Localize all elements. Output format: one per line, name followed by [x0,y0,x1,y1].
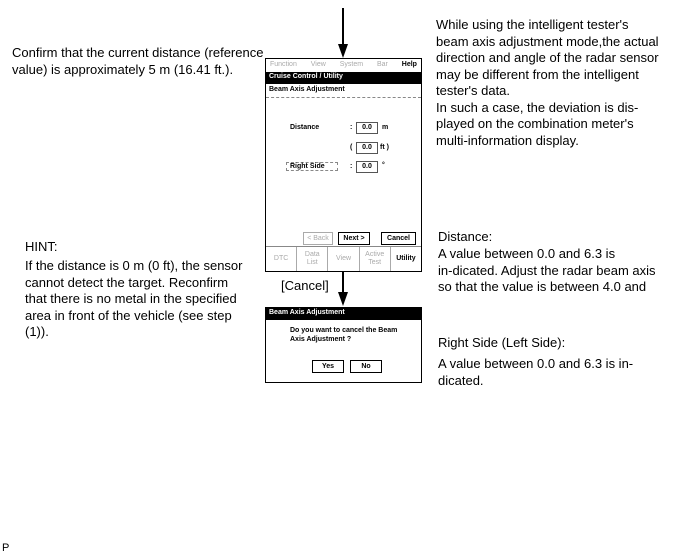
unit-degree: ° [382,162,385,169]
tab-bar [266,246,421,271]
dialog-title: Beam Axis Adjustment [266,308,421,320]
unit-ft: ft ) [380,144,389,151]
menu-view[interactable]: View [310,61,326,68]
dialog-message: Do you want to cancel the Beam Axis Adjustment ? [290,327,398,343]
hint-body: If the distance is 0 m (0 ft), the sensor cannot detect the target. Reconfirm that there is no metal in the specified area in front of the vehicle (see step (1)). [25,258,243,339]
tab-data-list[interactable]: Data List [297,247,328,271]
right-side-label: Right Side [286,162,338,171]
left-top-note: Confirm that the current distance (reference value) is approximately 5 m (16.41 ft.). [12,45,264,77]
hint-title: HINT: [25,239,58,254]
cancel-dialog [265,307,422,383]
colon: : [350,163,353,170]
colon: : [350,124,353,131]
arrow-line-cancel [342,272,344,294]
tab-view[interactable]: View [328,247,359,271]
tab-dtc[interactable]: DTC [266,247,297,271]
screen-subtitle: Beam Axis Adjustment [266,84,421,98]
cancel-button[interactable]: Cancel [381,232,416,245]
menu-help[interactable]: Help [401,61,417,68]
distance-label: Distance [290,124,320,131]
next-button[interactable]: Next > [338,232,370,245]
arrow-down-icon [338,292,348,306]
menu-bar-item[interactable]: Bar [376,61,388,68]
screen-title: Cruise Control / Utility [266,72,421,84]
back-button[interactable]: < Back [303,232,333,245]
no-button[interactable]: No [350,360,382,373]
cancel-label: [Cancel] [281,278,329,293]
menu-function[interactable]: Function [270,61,297,68]
menu-bar [266,59,421,72]
right-top-note: While using the intelligent tester's beam axis adjustment mode,the actual direction and angle of the radar sensor may be different from the intelligent tester's data. In such a case, the deviation is dis- played on the combination meter's multi-information display. [436,17,659,148]
distance-note-title: Distance: [438,229,493,244]
arrow-down-icon [338,44,348,58]
distance-m-value: 0.0 [356,122,378,134]
menu-system[interactable]: System [339,61,364,68]
footer-mark: P [2,542,10,554]
right-side-note-title: Right Side (Left Side): [438,335,566,350]
tab-active-test[interactable]: Active Test [360,247,391,271]
distance-note-body: A value between 0.0 and 6.3 is in-dicated. Adjust the radar beam axis so that the value is between 4.0 and [438,246,656,294]
paren-open: ( [350,144,353,151]
right-side-note-body: A value between 0.0 and 6.3 is in- dicated. [438,356,634,388]
right-side-value: 0.0 [356,161,378,173]
unit-m: m [382,124,389,131]
yes-button[interactable]: Yes [312,360,344,373]
arrow-line-top [342,8,344,46]
distance-ft-value: 0.0 [356,142,378,154]
tester-screen [265,58,422,272]
tab-utility[interactable]: Utility [396,255,416,262]
